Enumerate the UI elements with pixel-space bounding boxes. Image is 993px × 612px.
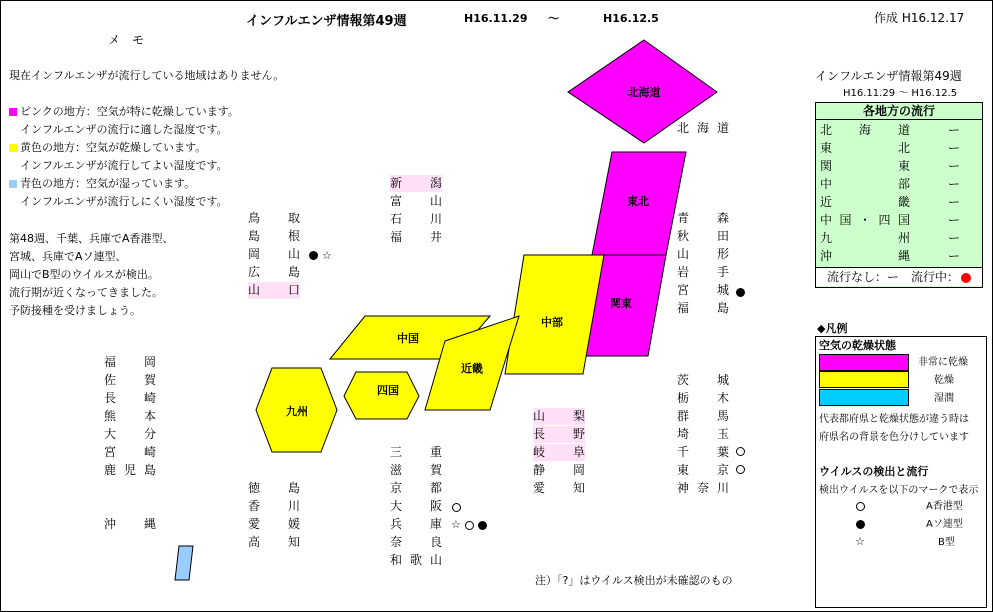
prefecture-char: 兵: [390, 517, 403, 531]
prefecture-char: 宮: [677, 283, 690, 297]
region-row-name: [820, 229, 910, 247]
red-dot-icon: [961, 273, 971, 283]
prefecture-name: [677, 120, 729, 137]
prefecture-char: 青: [677, 211, 690, 225]
region-row-value: ー: [947, 249, 960, 263]
prefecture-char: 手: [716, 265, 729, 279]
prefecture-char: 愛: [248, 517, 261, 531]
legend-very-dry-label: 非常に乾燥: [918, 357, 968, 368]
osaka-a-hongkong-marker: [452, 503, 461, 512]
prefecture-name: [677, 426, 729, 443]
prefecture-char: 庫: [429, 517, 442, 531]
prefecture-char: 縄: [143, 517, 156, 531]
region-row: [820, 121, 978, 139]
prefecture-name: [390, 552, 442, 569]
prefecture-name: [104, 426, 156, 443]
prefecture-char: 熊: [104, 409, 117, 423]
prefecture-char: 山: [533, 409, 546, 423]
prefecture-char: 城: [716, 283, 729, 297]
prefecture-char: 宮: [104, 445, 117, 459]
sidebar-title: インフルエンザ情報第49週: [815, 69, 962, 83]
region-row-value: ー: [947, 141, 960, 155]
region-row-value: ー: [947, 123, 960, 137]
prefecture-char: 山: [429, 553, 442, 567]
prefecture-char: 三: [390, 445, 403, 459]
legend-b-type: B型: [938, 537, 955, 548]
prefecture-char: 良: [429, 535, 442, 549]
hyogo-b-type-marker: ☆: [451, 518, 461, 531]
prefecture-char: 山: [429, 194, 442, 208]
region-row-name: [820, 175, 910, 193]
miyagi-a-soviet-marker: [736, 288, 745, 297]
prefecture-name: [677, 210, 729, 227]
prefecture-char: 神: [677, 481, 690, 495]
region-row-char: 中: [820, 177, 833, 191]
region-row: [820, 211, 978, 229]
prefecture-name: [677, 228, 729, 245]
region-row-name: [820, 247, 910, 265]
created-date: 作成 H16.12.17: [874, 11, 965, 25]
prefecture-char: 愛: [533, 481, 546, 495]
hyogo-a-hongkong-marker: [465, 521, 474, 530]
prefecture-char: 井: [429, 230, 442, 244]
prefecture-char: 知: [572, 481, 585, 495]
prefecture-char: 山: [677, 247, 690, 261]
prefecture-char: 潟: [429, 176, 442, 190]
prefecture-name: [390, 534, 442, 551]
prefecture-name: [248, 228, 300, 245]
prefecture-char: 阜: [572, 445, 585, 459]
prefecture-char: 岡: [572, 463, 585, 477]
okayama-b-type-marker: ☆: [322, 249, 332, 262]
prefecture-char: 広: [248, 265, 261, 279]
prefecture-name: [390, 175, 442, 192]
prefecture-char: 歌: [409, 553, 422, 567]
region-row-char: 中: [820, 213, 833, 227]
page-title: インフルエンザ情報第49週: [246, 14, 407, 29]
prefecture-name: [104, 408, 156, 425]
prefecture-char: 媛: [287, 517, 300, 531]
prefecture-char: 鳥: [248, 211, 261, 225]
prefecture-name: [248, 480, 300, 497]
prefecture-char: 新: [390, 176, 403, 190]
prefecture-name: [533, 426, 585, 443]
prefecture-char: 賀: [429, 463, 442, 477]
prefecture-char: 埼: [677, 427, 690, 441]
region-row: [820, 193, 978, 211]
memo-blue-sub: インフルエンザが流行しにくい湿度です。: [20, 195, 228, 208]
prefecture-char: 形: [716, 247, 729, 261]
region-row-value: ー: [947, 231, 960, 245]
region-row-char: 北: [897, 141, 910, 155]
prefecture-name: [677, 282, 729, 299]
prefecture-name: [104, 372, 156, 389]
prefecture-char: 島: [248, 229, 261, 243]
tokyo-a-hongkong-marker: [736, 465, 745, 474]
prefecture-char: 栃: [677, 391, 690, 405]
prefecture-char: 岡: [248, 247, 261, 261]
region-row-char: ・: [858, 213, 871, 227]
prefecture-char: 島: [716, 301, 729, 315]
legend-very-dry-swatch: [819, 354, 909, 371]
prefecture-name: [390, 498, 442, 515]
map-label-hokkaido: 北海道: [627, 86, 661, 99]
region-row-value: ー: [947, 195, 960, 209]
region-row-value: ー: [947, 213, 960, 227]
prefecture-name: [248, 264, 300, 281]
legend-a-hongkong: A香港型: [926, 501, 963, 512]
prefecture-name: [104, 354, 156, 371]
prefecture-char: 群: [677, 409, 690, 423]
region-row-char: 北: [820, 123, 833, 137]
region-row: [820, 175, 978, 193]
region-row-name: [820, 139, 910, 157]
prefecture-char: 山: [287, 247, 300, 261]
prefecture-char: 知: [287, 535, 300, 549]
region-row-char: 九: [820, 231, 833, 245]
prefecture-name: [677, 246, 729, 263]
prefecture-char: 京: [390, 481, 403, 495]
prefecture-char: 岡: [143, 355, 156, 369]
prefecture-char: 森: [716, 211, 729, 225]
prefecture-char: 秋: [677, 229, 690, 243]
prefecture-char: 島: [287, 265, 300, 279]
region-row-char: 州: [897, 231, 910, 245]
prefecture-name: [677, 372, 729, 389]
prefecture-name: [390, 229, 442, 246]
prefecture-name: [533, 480, 585, 497]
region-row-char: 道: [897, 123, 910, 137]
prefecture-name: [677, 408, 729, 425]
legend-dry-label: 乾燥: [934, 375, 954, 386]
hyogo-a-soviet-marker: [478, 521, 487, 530]
prefecture-name: [533, 462, 585, 479]
prefecture-name: [248, 516, 300, 533]
prefecture-char: 大: [104, 427, 117, 441]
region-row-char: 海: [858, 123, 871, 137]
prefecture-char: 岩: [677, 265, 690, 279]
legend-title: ◆凡例: [817, 322, 848, 335]
prefecture-char: 福: [677, 301, 690, 315]
prefecture-char: 福: [390, 230, 403, 244]
sidebar-period: H16.11.29 ～ H16.12.5: [843, 88, 958, 99]
prefecture-char: 千: [677, 445, 690, 459]
map-label-chugoku: 中国: [397, 332, 419, 345]
memo-note-5: 予防接種を受けましょう。: [9, 304, 141, 317]
region-row-name: [820, 121, 910, 139]
memo-yellow-sub: インフルエンザが流行してよい湿度です。: [20, 159, 228, 172]
prefecture-char: 石: [390, 212, 403, 226]
region-row: [820, 157, 978, 175]
region-row-char: 縄: [897, 249, 910, 263]
okayama-a-soviet-marker: [309, 251, 318, 260]
prefecture-char: 馬: [716, 409, 729, 423]
prefecture-name: [390, 211, 442, 228]
prefecture-char: 沖: [104, 517, 117, 531]
prefecture-char: 静: [533, 463, 546, 477]
prefecture-char: 葉: [716, 445, 729, 459]
prefecture-name: [104, 462, 156, 479]
memo-title: メ モ: [108, 33, 145, 47]
prefecture-name: [390, 462, 442, 479]
prefecture-char: 崎: [143, 391, 156, 405]
region-row-name: [820, 193, 910, 211]
memo-pink-text: ピンクの地方：空気が特に乾燥しています。: [20, 105, 239, 118]
prefecture-char: 本: [143, 409, 156, 423]
prefecture-char: 福: [104, 355, 117, 369]
region-row-char: 沖: [820, 249, 833, 263]
prefecture-char: 岐: [533, 445, 546, 459]
memo-note-2: 宮城、兵庫でAソ連型、: [9, 250, 127, 263]
prefecture-char: 大: [390, 499, 403, 513]
legend-box: [815, 336, 987, 608]
prefecture-name: [104, 516, 156, 533]
period-end: H16.12.5: [603, 12, 659, 25]
prefecture-char: 徳: [248, 481, 261, 495]
footnote: 注）「?」はウイルス検出が未確認のもの: [535, 574, 733, 587]
region-row: [820, 229, 978, 247]
legend-star-icon: ☆: [855, 535, 865, 548]
legend-virus-sub: 検出ウイルスを以下のマークで表示: [819, 485, 979, 496]
prefecture-name: [248, 498, 300, 515]
period-tilde: ～: [548, 12, 559, 25]
region-table-footer: [816, 267, 982, 286]
prefecture-char: 富: [390, 194, 403, 208]
legend-virus-title: ウイルスの検出と流行: [819, 465, 929, 478]
prefecture-char: 都: [429, 481, 442, 495]
prefecture-char: 木: [716, 391, 729, 405]
region-row-char: 畿: [897, 195, 910, 209]
prefecture-name: [533, 444, 585, 461]
prefecture-char: 賀: [143, 373, 156, 387]
legend-humid-swatch: [819, 389, 909, 406]
region-row-char: 国: [897, 213, 910, 227]
prefecture-name: [677, 444, 729, 461]
region-row-name: [820, 157, 910, 175]
prefecture-name: [390, 480, 442, 497]
prefecture-name: [677, 264, 729, 281]
prefecture-char: 山: [248, 283, 261, 297]
prefecture-name: [390, 193, 442, 210]
region-row: [820, 247, 978, 265]
region-row-char: 部: [897, 177, 910, 191]
legend-note-2: 府県名の背景を色分けしています: [819, 432, 969, 443]
prefecture-char: 川: [287, 499, 300, 513]
prefecture-name: [104, 444, 156, 461]
prefecture-char: 根: [287, 229, 300, 243]
prefecture-char: 鹿: [104, 463, 117, 477]
prefecture-char: 阪: [429, 499, 442, 513]
prefecture-char: 重: [429, 445, 442, 459]
prefecture-char: 佐: [104, 373, 117, 387]
prefecture-char: 奈: [696, 481, 709, 495]
map-label-chubu: 中部: [541, 316, 563, 329]
prefecture-name: [248, 210, 300, 227]
region-row-value: ー: [947, 159, 960, 173]
prefecture-name: [104, 390, 156, 407]
prefecture-char: 児: [123, 463, 136, 477]
memo-blue-text: 青色の地方：空気が湿っています。: [20, 177, 196, 190]
prefecture-char: 長: [533, 427, 546, 441]
prefecture-name: [248, 534, 300, 551]
prefecture-name: [248, 246, 300, 263]
prefecture-char: 東: [677, 463, 690, 477]
prefecture-char: 滋: [390, 463, 403, 477]
map-label-tohoku: 東北: [627, 195, 649, 208]
map-label-kyushu: 九州: [286, 405, 308, 418]
map-label-kinki: 近畿: [461, 362, 483, 375]
region-row-char: 四: [878, 213, 891, 227]
memo-note-3: 岡山でB型のウイルスが検出。: [9, 268, 159, 281]
prefecture-char: 玉: [716, 427, 729, 441]
chiba-a-hongkong-marker: [736, 447, 745, 456]
prefecture-char: 道: [716, 121, 729, 135]
prefecture-char: 島: [143, 463, 156, 477]
prefecture-char: 野: [572, 427, 585, 441]
legend-dryness-title: 空気の乾燥状態: [819, 339, 896, 352]
legend-note-1: 代表都府県と乾燥状態が違う時は: [819, 414, 969, 425]
region-row: [820, 139, 978, 157]
map-label-kanto: 関東: [610, 297, 632, 310]
region-row-char: 関: [820, 159, 833, 173]
prefecture-name: [390, 444, 442, 461]
prefecture-name: [533, 408, 585, 425]
prefecture-char: 梨: [572, 409, 585, 423]
prefecture-char: 取: [287, 211, 300, 225]
map-okinawa: [175, 546, 193, 580]
prefecture-char: 海: [696, 121, 709, 135]
prefecture-char: 奈: [390, 535, 403, 549]
memo-yellow-text: 黄色の地方：空気が乾燥しています。: [20, 141, 207, 154]
memo-pink-sub: インフルエンザの流行に適した湿度です。: [20, 123, 228, 136]
prefecture-char: 崎: [143, 445, 156, 459]
prefecture-char: 川: [429, 212, 442, 226]
region-row-name: [820, 211, 910, 229]
prefecture-name: [677, 462, 729, 479]
prefecture-name: [248, 282, 300, 299]
legend-filled-circle-icon: [856, 520, 865, 529]
prefecture-char: 香: [248, 499, 261, 513]
region-table: [815, 102, 983, 288]
region-row-char: 近: [820, 195, 833, 209]
prefecture-char: 和: [390, 553, 403, 567]
prefecture-name: [390, 516, 442, 533]
memo-note-4: 流行期が近くなってきました。: [9, 286, 163, 299]
prefecture-char: 田: [716, 229, 729, 243]
prefecture-name: [677, 300, 729, 317]
prefecture-char: 島: [287, 481, 300, 495]
memo-status: 現在インフルエンザが流行している地域はありません。: [9, 69, 285, 82]
legend-humid-label: 湿潤: [934, 393, 954, 404]
region-row-char: 国: [839, 213, 852, 227]
legend-open-circle-icon: [856, 502, 865, 511]
prefecture-name: [677, 390, 729, 407]
prefecture-char: 分: [143, 427, 156, 441]
prefecture-char: 川: [716, 481, 729, 495]
region-table-title: 各地方の流行: [816, 103, 982, 120]
region-table-footer-text: 流行なし：ー 流行中：: [826, 270, 959, 284]
period-start: H16.11.29: [464, 12, 528, 25]
prefecture-char: 口: [287, 283, 300, 297]
prefecture-char: 高: [248, 535, 261, 549]
prefecture-char: 城: [716, 373, 729, 387]
prefecture-char: 茨: [677, 373, 690, 387]
legend-a-soviet: Aソ連型: [926, 519, 963, 530]
region-row-value: ー: [947, 177, 960, 191]
legend-dry-swatch: [819, 371, 909, 388]
memo-note-1: 第48週、千葉、兵庫でA香港型、: [9, 232, 174, 245]
map-label-shikoku: 四国: [377, 384, 399, 397]
region-row-char: 東: [897, 159, 910, 173]
prefecture-name: [677, 480, 729, 497]
prefecture-char: 北: [677, 121, 690, 135]
prefecture-char: 長: [104, 391, 117, 405]
region-row-char: 東: [820, 141, 833, 155]
prefecture-char: 京: [716, 463, 729, 477]
